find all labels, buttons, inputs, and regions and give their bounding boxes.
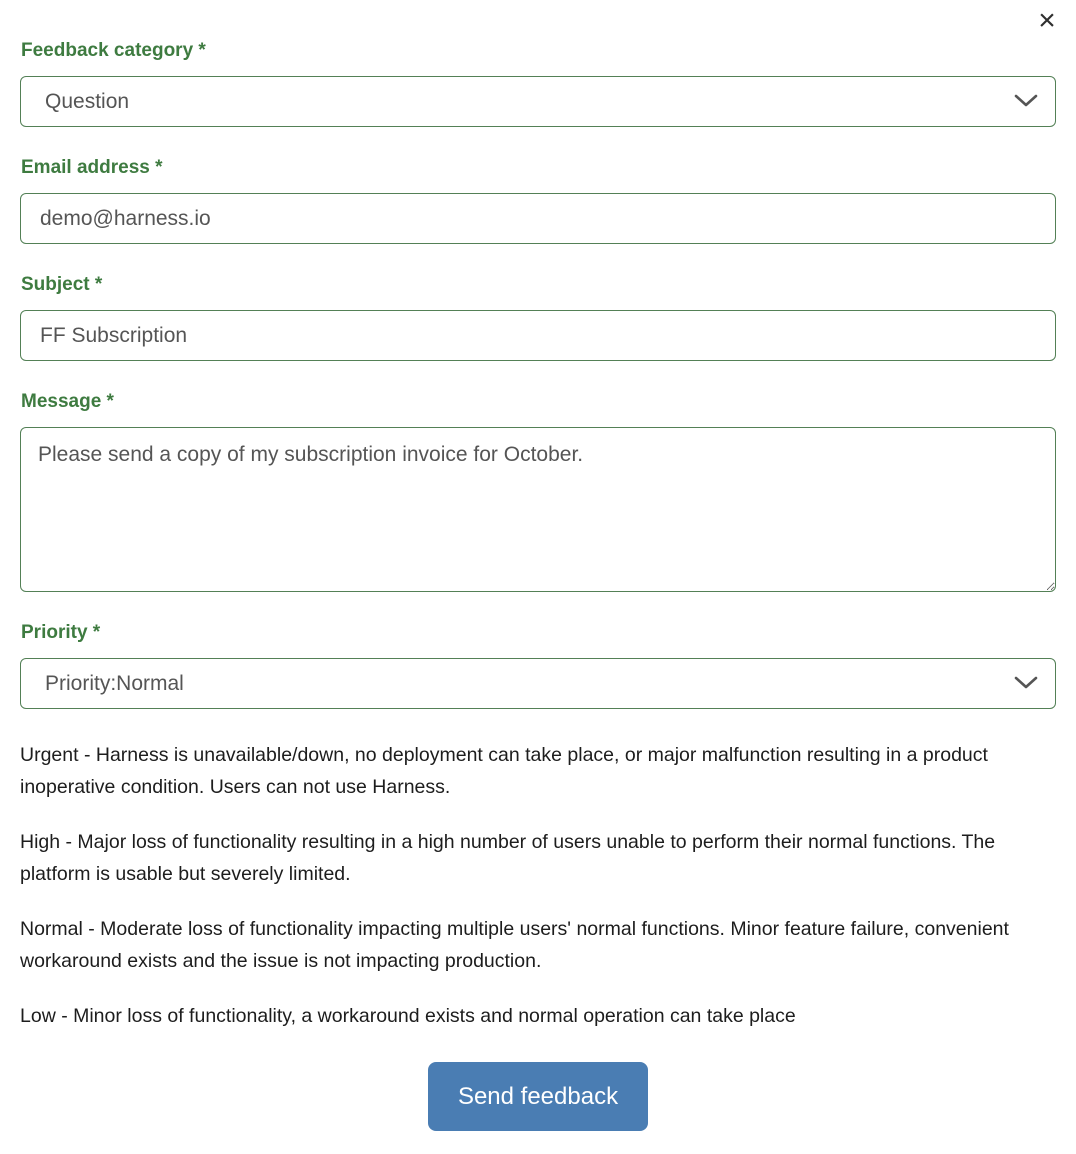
priority-description-high: High - Major loss of functionality resulting in a high number of users unable to perform their normal functions. The platform is usable but severely limited.: [20, 831, 996, 885]
email-address-label: Email address *: [21, 157, 163, 178]
priority-label: Priority *: [21, 622, 101, 643]
dialog-top-spacer: [20, 0, 1056, 40]
priority-description-low: Low - Minor loss of functionality, a workaround exists and normal operation can take place: [20, 1005, 796, 1027]
feedback-category-select[interactable]: [20, 76, 1056, 127]
priority-value: Priority:Normal: [45, 671, 184, 695]
chevron-down-icon: [1014, 672, 1038, 696]
feedback-category-value: Question: [45, 89, 130, 113]
close-icon[interactable]: ×: [1030, 4, 1064, 38]
send-feedback-button[interactable]: Send feedback: [428, 1062, 648, 1131]
feedback-category-label: Feedback category *: [21, 40, 206, 61]
priority-select[interactable]: [20, 658, 1056, 709]
subject-field[interactable]: [20, 310, 1056, 361]
priority-description-urgent: Urgent - Harness is unavailable/down, no deployment can take place, or major malfunction resulting in a product inoperative condition. Users can not use Harness.: [20, 744, 988, 798]
message-textarea[interactable]: [20, 427, 1056, 592]
chevron-down-icon: [1014, 90, 1038, 114]
message-label: Message *: [21, 391, 114, 412]
email-field[interactable]: [20, 193, 1056, 244]
priority-description-normal: Normal - Moderate loss of functionality impacting multiple users' normal functions. Minor feature failure, convenient workaround exists and the issue is not impacting production.: [20, 918, 1009, 972]
subject-label: Subject *: [21, 274, 103, 295]
priority-descriptions: [20, 739, 1056, 1032]
